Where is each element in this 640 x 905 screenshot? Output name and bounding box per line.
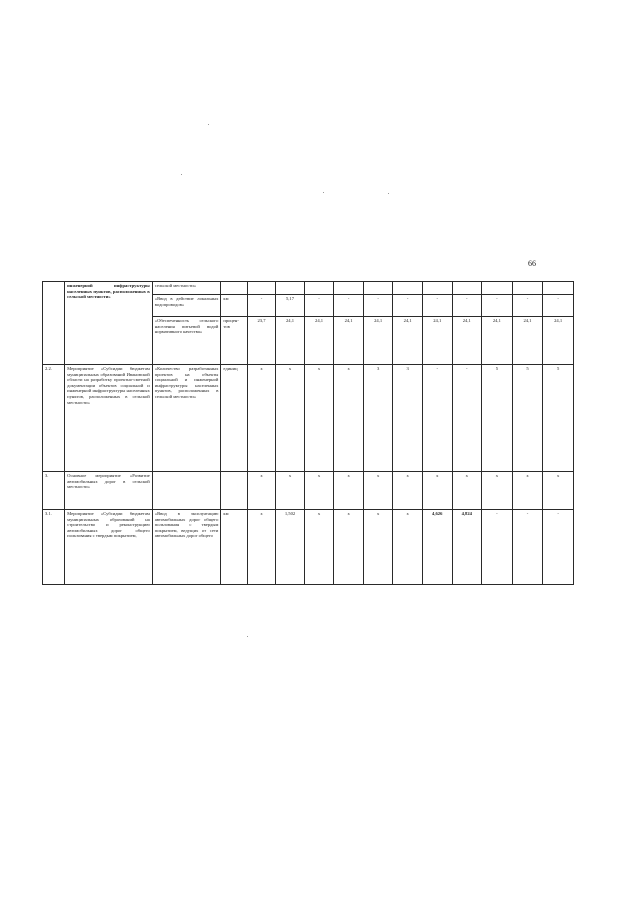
value-cell: х [482,472,513,510]
value-cell [276,282,305,295]
value-cell: - [512,510,543,585]
value-cell: х [334,365,364,472]
value-cell: х [334,472,364,510]
scan-speck [208,124,209,125]
row-number-cell: 3.1. [43,510,65,585]
unit-cell: км [221,295,247,317]
scan-speck [181,174,182,175]
value-cell: - [452,295,482,317]
value-cell: х [247,365,276,472]
value-cell: 5 [482,365,513,472]
value-cell: х [393,510,423,585]
value-cell: - [512,295,543,317]
value-cell: х [452,472,482,510]
value-cell: х [363,510,393,585]
value-cell: 3 [363,365,393,472]
activity-description-cell: Основное мероприятие «Развитие автомобильных дорог в сельской местности» [65,472,153,510]
table-row [43,282,574,295]
value-cell: 24,1 [393,317,423,365]
value-cell: - [543,510,574,585]
row-number-cell: 3. [43,472,65,510]
scan-speck [323,192,324,193]
value-cell: 3 [393,365,423,472]
indicators-table [42,281,574,585]
value-cell [304,282,334,295]
value-cell [452,282,482,295]
indicator-cell: «Ввод в действие локальных водопроводов» [152,295,221,317]
unit-cell: процен-тов [221,317,247,365]
value-cell: 24,1 [543,317,574,365]
value-cell [482,282,513,295]
value-cell: 24,1 [334,317,364,365]
value-cell: 24,1 [512,317,543,365]
value-cell: - [247,295,276,317]
indicator-cell: «Количество разработанных проектов на объекты социальной и инженерной инфраструктуры населенных пунктов, расположенных в сельской местности» [152,365,221,472]
value-cell: - [422,295,452,317]
value-cell: - [304,295,334,317]
value-cell: - [334,295,364,317]
value-cell: х [512,472,543,510]
value-cell: - [543,295,574,317]
value-cell: - [363,295,393,317]
value-cell: х [543,472,574,510]
value-cell [334,282,364,295]
value-cell: 4,824 [452,510,482,585]
row-number-cell: 2.2. [43,365,65,472]
value-cell: 1,502 [276,510,305,585]
value-cell: х [276,472,305,510]
table-row [43,510,574,585]
value-cell: х [304,472,334,510]
page-number: 66 [528,259,536,268]
value-cell [422,282,452,295]
unit-cell [221,282,247,295]
indicator-cell: сельской местности» [152,282,221,295]
indicator-cell: «Ввод в эксплуатацию автомобильных дорог общего пользования с твердым покрытием, ведущих от сети автомобильных дорог общего [152,510,221,585]
indicator-cell: «Обеспеченность сельского населения питьевой водой нормативного качества» [152,317,221,365]
value-cell: - [482,295,513,317]
value-cell: х [276,365,305,472]
unit-cell: единиц [221,365,247,472]
value-cell: 24,1 [482,317,513,365]
value-cell: 24,1 [276,317,305,365]
value-cell: х [363,472,393,510]
row-number-cell [43,282,65,365]
value-cell: - [482,510,513,585]
indicator-cell [152,472,221,510]
unit-cell: км [221,510,247,585]
value-cell [512,282,543,295]
value-cell: - [422,365,452,472]
scan-speck [247,636,248,637]
value-cell: 4,626 [422,510,452,585]
value-cell: 5 [543,365,574,472]
value-cell: х [247,472,276,510]
scan-speck [388,193,389,194]
value-cell: 5 [512,365,543,472]
value-cell: 24,1 [363,317,393,365]
table-row [43,365,574,472]
value-cell: х [334,510,364,585]
activity-description-cell: инженерной инфраструктуры населенных пунктов, расположенных в сельской местности» [65,282,153,365]
value-cell: - [452,365,482,472]
activity-description-cell: Мероприятие «Субсидии бюджетам муниципальных образований Ивановской области на разработку проектно-сметной документации объектов социальной и инженерной инфраструктуры населенных пунктов, расположенных в сельской местности» [65,365,153,472]
value-cell [393,282,423,295]
unit-cell [221,472,247,510]
value-cell [363,282,393,295]
value-cell: 23,7 [247,317,276,365]
value-cell: х [247,510,276,585]
value-cell: х [304,510,334,585]
value-cell: х [393,472,423,510]
value-cell [543,282,574,295]
activity-description-cell: Мероприятие «Субсидии бюджетам муниципальных образований на строительство и реконструкцию автомобильных дорог общего пользования с твердым покрытием, [65,510,153,585]
value-cell: х [422,472,452,510]
value-cell: 5,17 [276,295,305,317]
table-row [43,472,574,510]
value-cell: - [393,295,423,317]
value-cell: 24,1 [422,317,452,365]
value-cell: 24,1 [304,317,334,365]
value-cell: х [304,365,334,472]
value-cell: 24,1 [452,317,482,365]
value-cell [247,282,276,295]
